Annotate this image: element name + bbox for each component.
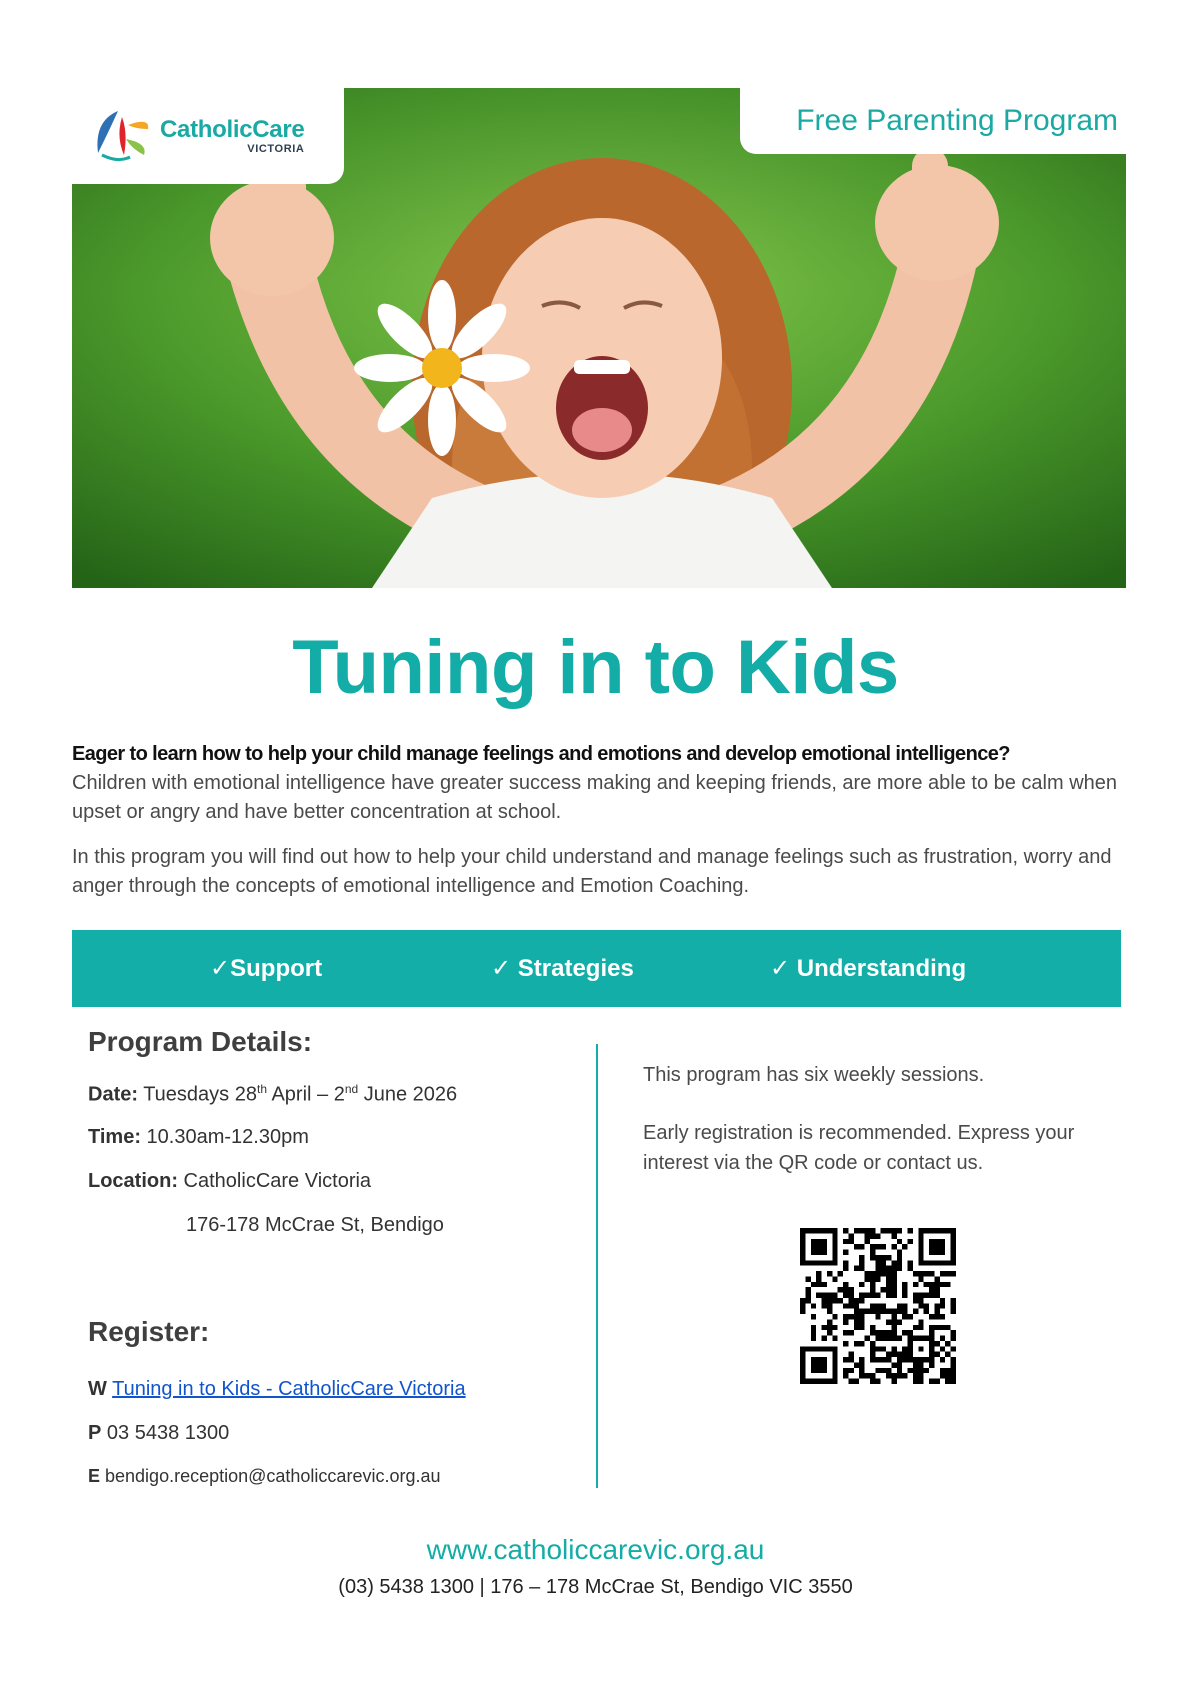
benefit-support: ✓Support xyxy=(210,955,323,982)
register-heading: Register: xyxy=(88,1316,210,1347)
phone-row xyxy=(88,1422,229,1445)
date-part-3: June 2026 xyxy=(358,1083,458,1106)
sessions-note: This program has six weekly sessions. xyxy=(643,1064,985,1086)
program-info xyxy=(643,1060,1103,1206)
location-label: Location: xyxy=(88,1170,178,1192)
web-label: W xyxy=(88,1378,107,1400)
date-part-1: Tuesdays 28 xyxy=(138,1083,257,1106)
location-line-1: CatholicCare Victoria xyxy=(178,1170,372,1192)
logo-tab xyxy=(72,88,344,184)
benefit-strategies: ✓ Strategies xyxy=(491,955,634,982)
time-value: 10.30am-12.30pm xyxy=(140,1126,309,1148)
date-part-2: April – 2 xyxy=(267,1083,345,1106)
butterfly-logo-icon xyxy=(88,103,154,169)
benefits-band xyxy=(72,930,1121,1007)
email-label: E xyxy=(88,1466,101,1486)
intro-section xyxy=(72,740,1127,917)
location-line-2: 176-178 McCrae St, Bendigo xyxy=(186,1214,444,1236)
registration-note: Early registration is recommended. Express your interest via the QR code or contact us. xyxy=(643,1122,1075,1174)
benefit-understanding: ✓ Understanding xyxy=(770,955,967,982)
logo-wordmark xyxy=(160,115,305,155)
intro-body-2: In this program you will find out how to help your child understand and manage feelings such as frustration, worry and anger through the concepts of emotional intelligence and Emotion Coaching. xyxy=(72,846,1112,897)
time-label: Time: xyxy=(88,1126,141,1148)
location-row xyxy=(88,1170,371,1193)
qr-code-icon[interactable] xyxy=(800,1228,956,1384)
phone-value: 03 5438 1300 xyxy=(101,1422,230,1444)
footer-contact: (03) 5438 1300 | 176 – 178 McCrae St, Bendigo VIC 3550 xyxy=(338,1576,853,1598)
phone-label: P xyxy=(88,1422,102,1444)
intro-body-1: Children with emotional intelligence have greater success making and keeping friends, are more able to be calm when upset or angry and have better concentration at school. xyxy=(72,772,1118,823)
date-row xyxy=(88,1082,457,1107)
brand-name: CatholicCare xyxy=(160,115,305,143)
register-link[interactable]: Tuning in to Kids - CatholicCare Victoria xyxy=(112,1378,466,1400)
date-sup-1: th xyxy=(256,1082,267,1096)
program-details-heading: Program Details: xyxy=(88,1026,313,1057)
page-title: Tuning in to Kids xyxy=(292,625,899,710)
email-value: bendigo.reception@catholiccarevic.org.au xyxy=(100,1466,441,1486)
web-row xyxy=(88,1378,466,1401)
program-tag-tab xyxy=(740,88,1126,154)
date-sup-2: nd xyxy=(344,1082,359,1096)
footer-url[interactable]: www.catholiccarevic.org.au xyxy=(426,1534,765,1565)
column-divider xyxy=(596,1044,598,1488)
intro-lead: Eager to learn how to help your child manage feelings and emotions and develop emotional intelligence? xyxy=(72,743,1010,765)
date-label: Date: xyxy=(88,1083,139,1106)
brand-subname: VICTORIA xyxy=(247,142,305,155)
time-row xyxy=(88,1126,309,1149)
program-tag: Free Parenting Program xyxy=(796,104,1118,137)
email-row xyxy=(88,1466,441,1487)
program-details xyxy=(88,1026,588,1486)
